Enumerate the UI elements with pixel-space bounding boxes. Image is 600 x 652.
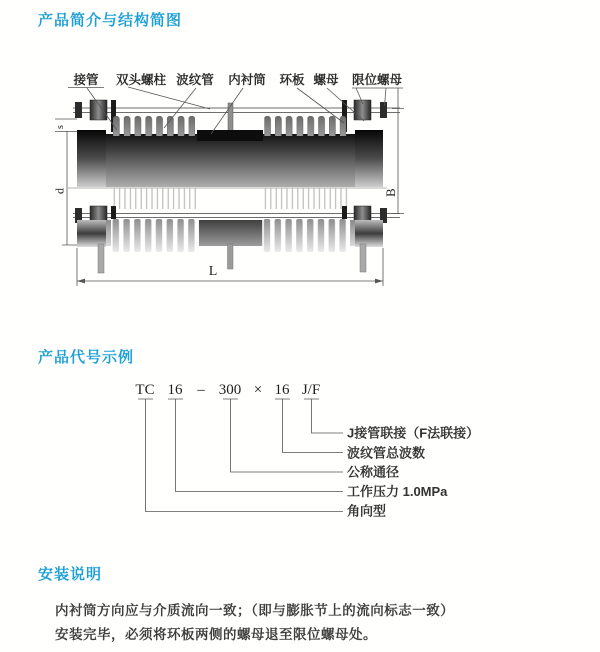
pipe-end-left — [77, 130, 106, 187]
dim-b: B — [383, 188, 398, 197]
dim-s: s — [55, 125, 66, 129]
intro-section-title: 产品简介与结构简图 — [38, 12, 183, 29]
pipe-end-right — [355, 130, 383, 187]
hanging-stud-right — [360, 244, 366, 272]
code-seg-300: 300 — [218, 382, 242, 398]
code-segments — [135, 382, 320, 398]
label-huanban: 环板 — [279, 73, 305, 87]
label-xianweiluomu: 限位螺母 — [351, 73, 403, 87]
label-neichentong: 内衬筒 — [228, 73, 266, 87]
fin-lines-right — [263, 189, 348, 210]
code-seg-16a: 16 — [167, 382, 183, 398]
hanging-stud-left — [98, 244, 104, 273]
part-labels — [72, 72, 402, 87]
expansion-joint-diagram — [0, 60, 600, 308]
bellows-top-left — [113, 116, 195, 136]
label-jieguan: 接管 — [73, 73, 99, 87]
label-bowenguan: 波纹管 — [176, 73, 214, 87]
dim-d: d — [52, 188, 67, 194]
code-seg-tc: TC — [135, 382, 155, 398]
callout-wave-count: 波纹管总波数 — [347, 445, 426, 461]
fin-lines-left — [112, 189, 198, 210]
code-seg-16b: 16 — [274, 382, 290, 398]
label-shuangtouluozhu: 双头螺柱 — [115, 73, 167, 87]
callout-nominal-diameter: 公称通径 — [347, 464, 400, 480]
code-seg-jf: J/F — [301, 382, 321, 398]
bellows-top-right — [264, 116, 346, 136]
callout-connection: J接管联接（F法联接） — [347, 425, 480, 441]
install-note-nut-position: 安装完毕，必须将环板两侧的螺母退至限位螺母处。 — [55, 627, 377, 642]
bellows-bottom-left — [111, 219, 199, 252]
inner-liner-band — [197, 130, 263, 141]
callout-working-pressure: 工作压力 1.0MPa — [347, 484, 448, 499]
code-seg-dash: – — [197, 382, 205, 398]
install-note-flow-direction: 内衬筒方向应与介质流向一致；（即与膨胀节上的流向标志一致） — [55, 603, 455, 618]
code-section-title: 产品代号示例 — [38, 349, 135, 366]
code-seg-times: × — [253, 382, 263, 398]
bellows-bottom-right — [262, 219, 350, 252]
lower-body — [77, 219, 383, 273]
code-connector-lines — [138, 399, 343, 512]
label-luomu: 螺母 — [313, 73, 339, 87]
dim-l: L — [208, 264, 218, 279]
top-tie-rod — [73, 108, 400, 113]
install-section-title: 安装说明 — [38, 566, 103, 583]
hanging-stud-center — [228, 244, 234, 269]
product-code-example — [0, 373, 600, 531]
limit-nut-right — [380, 102, 387, 118]
code-callouts — [347, 426, 479, 519]
callout-angular-type: 角向型 — [347, 503, 387, 519]
